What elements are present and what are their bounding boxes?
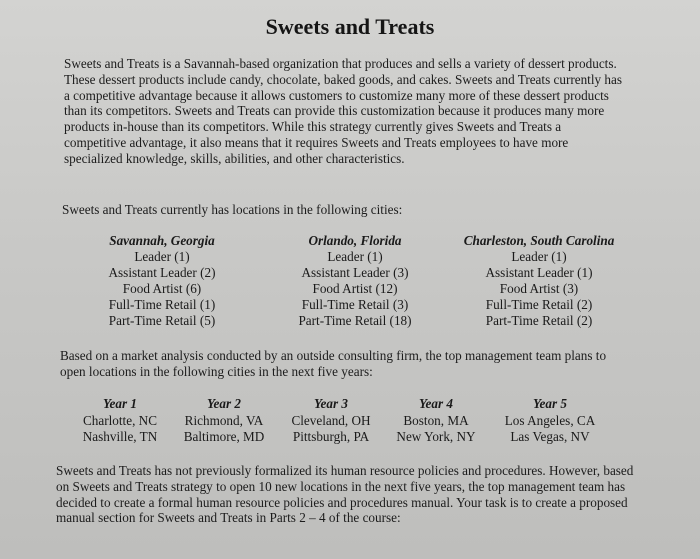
expansion-city: Pittsburgh, PA <box>292 429 370 444</box>
expansion-city: Cleveland, OH <box>291 412 371 428</box>
location-city: Savannah, Georgia <box>109 233 215 248</box>
expansion-city: Las Vegas, NV <box>510 429 590 444</box>
location-role: Part-Time Retail (2) <box>485 313 593 328</box>
intro-paragraph: Sweets and Treats is a Savannah-based organization that produces and sells a variety of dessert products. These dessert products include candy, chocolate, baked goods, and cakes. Sweets and Treats currently has a competitive advantage because it allows customers to customize many more of these dessert products than its competitors. Sweets and Treats can provide this customization because it produces many more products in-house than its competitors. While this strategy currently gives Sweets and Treats a competitive advantage, it also means that it requires Sweets and Treats employees to have more specialized knowledge, skills, abilities, and other characteristics. <box>64 56 622 166</box>
expansion-city: Richmond, VA <box>184 412 264 428</box>
location-role: Leader (1) <box>327 249 383 264</box>
location-role: Assistant Leader (2) <box>108 265 216 280</box>
location-role: Assistant Leader (1) <box>485 265 593 280</box>
expansion-year-4 <box>388 396 484 446</box>
expansion-year-5 <box>494 396 606 446</box>
location-role: Full-Time Retail (3) <box>301 297 409 312</box>
expansion-city: New York, NY <box>396 429 476 444</box>
page-title: Sweets and Treats <box>265 14 435 39</box>
location-role: Leader (1) <box>134 249 190 264</box>
location-role: Leader (1) <box>511 249 567 264</box>
expansion-city: Baltimore, MD <box>183 429 265 444</box>
expansion-city: Nashville, TN <box>82 429 158 444</box>
expansion-city: Charlotte, NC <box>83 412 157 428</box>
year-label: Year 2 <box>206 396 242 411</box>
expansion-city: Los Angeles, CA <box>504 412 596 428</box>
location-role: Food Artist (3) <box>499 281 579 296</box>
locations-intro-paragraph: Sweets and Treats currently has locations in the following cities: <box>62 202 403 217</box>
location-role: Assistant Leader (3) <box>301 265 409 280</box>
expansion-city: Boston, MA <box>403 412 469 428</box>
location-city: Orlando, Florida <box>308 233 402 248</box>
year-label: Year 1 <box>102 396 138 411</box>
location-orlando <box>286 233 424 329</box>
year-label: Year 5 <box>532 396 568 411</box>
expansion-year-3 <box>284 396 378 446</box>
task-paragraph: Sweets and Treats has not previously formalized its human resource policies and procedures. However, based on Sweets and Treats strategy to open 10 new locations in the next five years, the top management team has decided to create a formal human resource policies and procedures manual. Your task is to create a proposed manual section for Sweets and Treats in Parts 2 – 4 of the course: <box>56 463 634 526</box>
location-charleston <box>452 233 626 329</box>
year-label: Year 4 <box>418 396 454 411</box>
location-city: Charleston, South Carolina <box>463 233 615 248</box>
location-role: Full-Time Retail (2) <box>485 297 593 312</box>
expansion-intro-paragraph: Based on a market analysis conducted by an outside consulting firm, the top management team plans to open locations in the following cities in the next five years: <box>60 348 607 379</box>
expansion-year-1 <box>74 396 166 446</box>
location-savannah <box>96 233 228 329</box>
year-label: Year 3 <box>313 396 349 411</box>
location-role: Part-Time Retail (5) <box>108 313 216 328</box>
location-role: Part-Time Retail (18) <box>298 313 412 328</box>
location-role: Food Artist (6) <box>122 281 202 296</box>
location-role: Food Artist (12) <box>312 281 398 296</box>
expansion-year-2 <box>176 396 272 446</box>
location-role: Full-Time Retail (1) <box>108 297 216 312</box>
